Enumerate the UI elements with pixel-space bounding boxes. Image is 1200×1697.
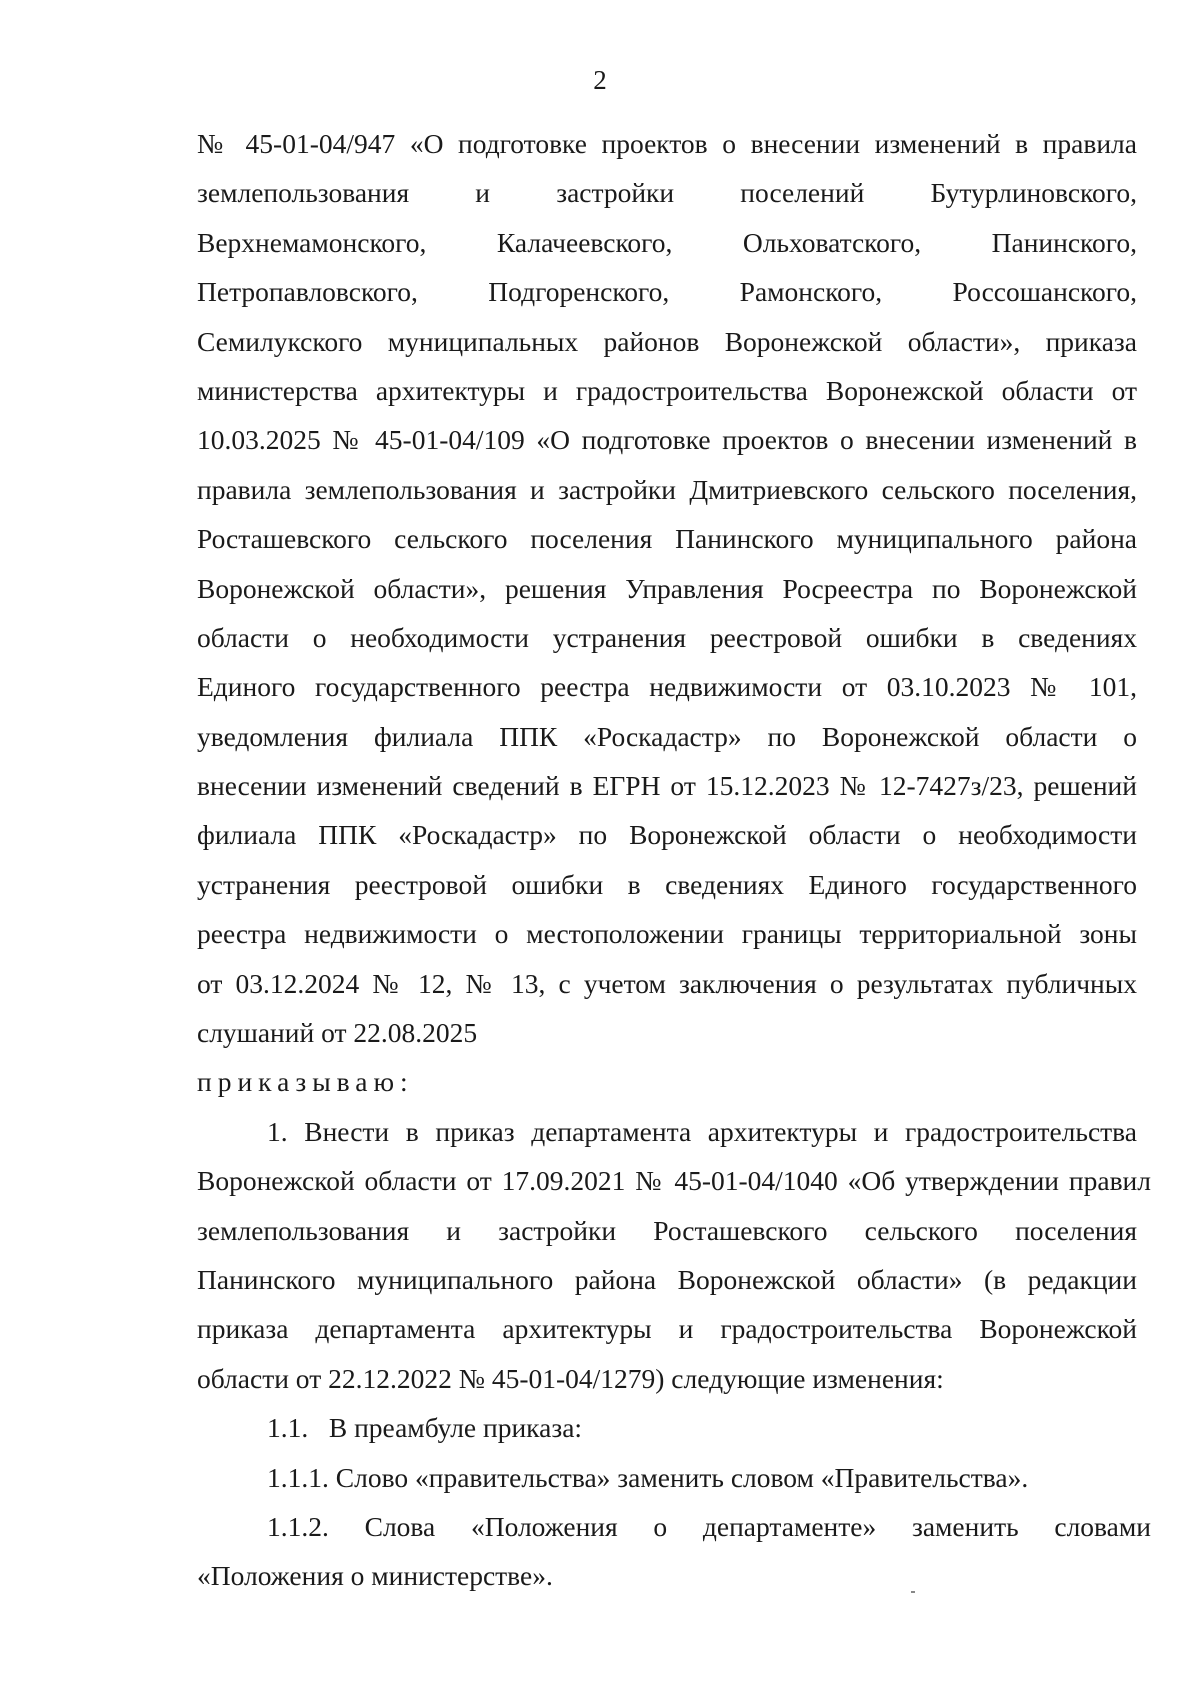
document-body [197,119,1151,1601]
text-line: правила землепользования и застройки Дмитриевского сельского поселения, [197,473,1137,505]
text-line: министерства архитектуры и градостроительства Воронежской области от [197,374,1137,406]
item-1-1-1-line: 1.1.1. Слово «правительства» заменить словом «Правительства». [267,1461,1029,1493]
item-1-1-2-line: 1.1.2. Слова «Положения о департаменте» заменить словами [267,1510,1151,1542]
text-line: уведомления филиала ППК «Роскадастр» по Воронежской области о [197,720,1137,752]
text-line: области от 22.12.2022 № 45-01-04/1279) следующие изменения: [197,1362,944,1394]
text-line: приказа департамента архитектуры и градостроительства Воронежской [197,1313,1137,1345]
text-line: области о необходимости устранения реестровой ошибки в сведениях [197,621,1137,653]
text-line: Панинского муниципального района Воронежской области» (в редакции [197,1263,1137,1295]
text-line: Воронежской области», решения Управления Росреестра по Воронежской [197,572,1137,604]
text-line: устранения реестровой ошибки в сведениях Единого государственного [197,868,1137,900]
text-line: Семилукского муниципальных районов Воронежской области», приказа [197,325,1137,357]
text-line: Верхнемамонского, Калачеевского, Ольховатского, Панинского, [197,226,1137,258]
scan-speck [911,1591,915,1593]
item-1-line: 1. Внести в приказ департамента архитектуры и градостроительства [267,1115,1137,1147]
text-line: Единого государственного реестра недвижимости от 03.10.2023 № 101, [197,671,1137,703]
text-line: землепользования и застройки поселений Бутурлиновского, [197,177,1137,209]
page-number: 2 [593,65,607,95]
text-line: от 03.12.2024 № 12, № 13, с учетом заключения о результатах публичных [197,967,1137,999]
text-line: «Положения о министерстве». [197,1560,553,1592]
text-line: внесении изменений сведений в ЕГРН от 15.12.2023 № 12-7427з/23, решений [197,770,1137,802]
text-line: № 45-01-04/947 «О подготовке проектов о внесении изменений в правила [197,128,1137,159]
text-line: землепользования и застройки Росташевского сельского поселения [197,1214,1137,1246]
text-line: реестра недвижимости о местоположении границы территориальной зоны [197,918,1137,950]
text-line: 10.03.2025 № 45-01-04/109 «О подготовке проектов о внесении изменений в [197,424,1137,456]
text-line: Росташевского сельского поселения Панинского муниципального района [197,523,1137,555]
item-1-1-line: 1.1. В преамбуле приказа: [267,1412,583,1444]
text-line: филиала ППК «Роскадастр» по Воронежской области о необходимости [197,819,1137,851]
text-line: Воронежской области от 17.09.2021 № 45-01-04/1040 «Об утверждении правил [197,1165,1151,1197]
text-line: Петропавловского, Подгоренского, Рамонского, Россошанского, [197,276,1137,308]
order-verb: приказываю: [197,1066,414,1098]
text-line: слушаний от 22.08.2025 [197,1017,478,1049]
